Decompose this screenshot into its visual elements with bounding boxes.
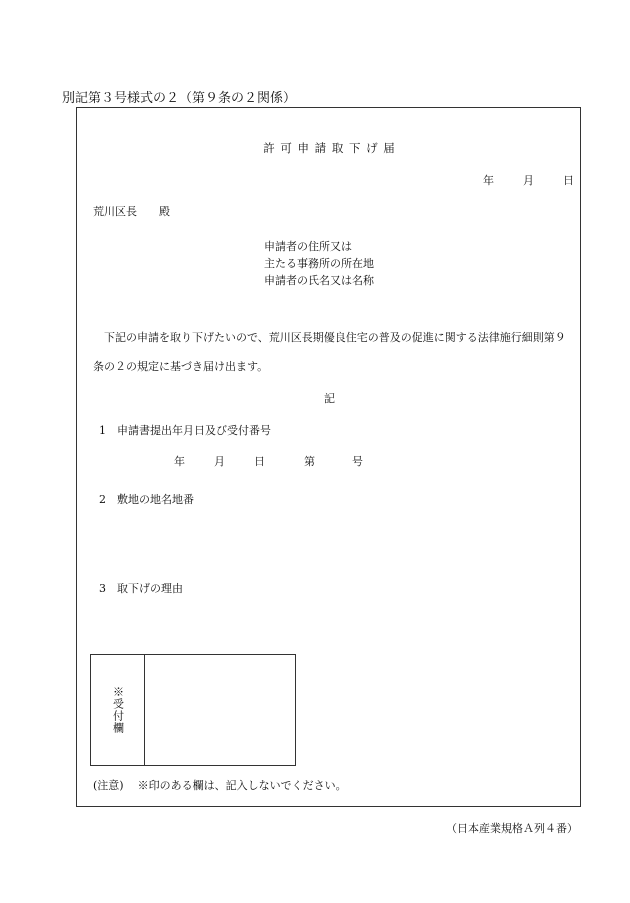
note (93, 777, 347, 793)
item-number: 1 (99, 424, 106, 437)
app-dai-label: 第 (304, 455, 315, 468)
note-text: ※印のある欄は、記入しないでください。 (137, 779, 347, 792)
addressee-name: 荒川区長 (93, 205, 137, 218)
item-number: 2 (99, 493, 106, 506)
item-withdrawal-reason (99, 580, 183, 596)
app-day-label: 日 (254, 455, 265, 468)
form-frame (76, 107, 581, 807)
item-label: 取下げの理由 (117, 582, 183, 595)
item-number: 3 (99, 582, 106, 595)
app-go-label: 号 (352, 455, 363, 468)
item-label: 申請書提出年月日及び受付番号 (117, 424, 271, 437)
reception-label: ※受付欄 (111, 686, 125, 734)
applicant-office-label: 主たる事務所の所在地 (264, 257, 374, 270)
note-heading: (注意) (93, 779, 124, 792)
item-application-date (99, 422, 271, 438)
applicant-name-label: 申請者の氏名又は名称 (264, 274, 374, 287)
addressee (93, 203, 170, 219)
date-day-label: 日 (563, 174, 574, 187)
reception-box (90, 654, 296, 766)
submission-date-line (483, 172, 574, 188)
item-site-location (99, 491, 194, 507)
applicant-block (264, 238, 374, 289)
date-month-label: 月 (523, 174, 534, 187)
date-year-label: 年 (483, 174, 494, 187)
addressee-honorific: 殿 (159, 205, 170, 218)
app-month-label: 月 (214, 455, 225, 468)
document-title: 許 可 申 請 取 下 げ 届 (263, 141, 396, 155)
ki-heading: 記 (324, 392, 335, 405)
applicant-address-label: 申請者の住所又は (264, 240, 352, 253)
application-date-number-line (174, 453, 363, 469)
reception-label-cell (91, 655, 145, 765)
form-number-label: 別記第３号様式の２（第９条の２関係） (62, 91, 297, 106)
item-label: 敷地の地名地番 (117, 493, 194, 506)
declaration-text: 下記の申請を取り下げたいので、荒川区長期優良住宅の普及の促進に関する法律施行細則第９条の２の規定に基づき届け出ます。 (93, 331, 566, 373)
app-year-label: 年 (174, 455, 185, 468)
paper-size-note: （日本産業規格Ａ列４番） (446, 822, 578, 835)
